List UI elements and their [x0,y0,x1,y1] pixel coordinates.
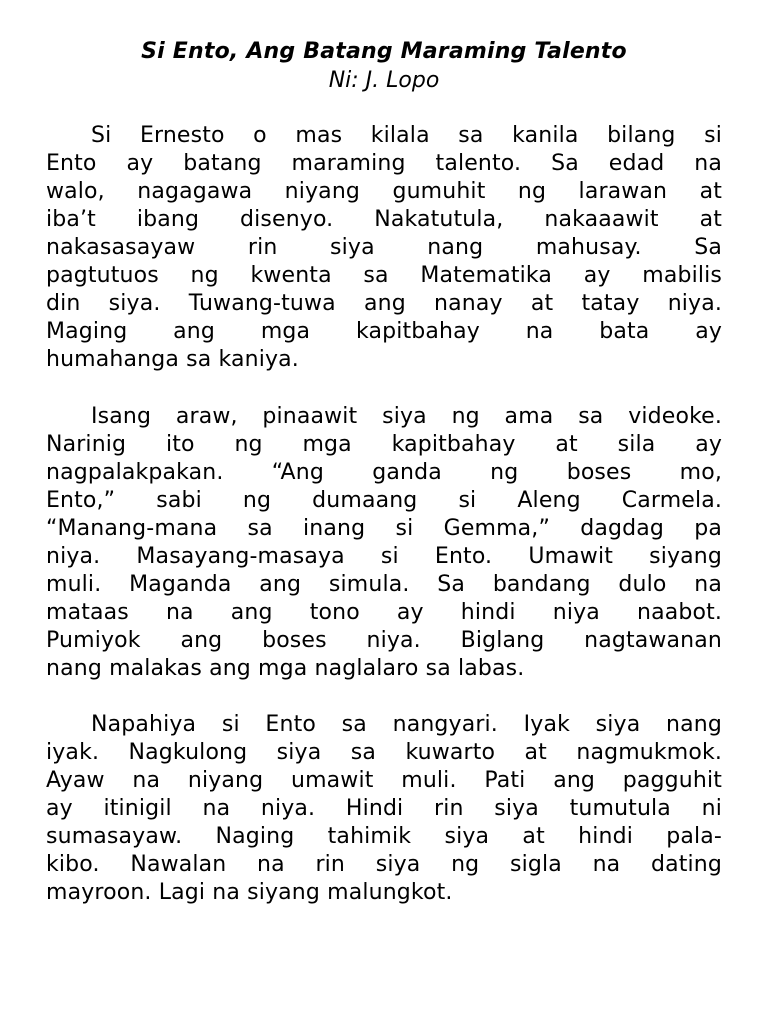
paragraph-2 [46,403,722,683]
text-line: Ento,” sabi ng dumaang si Aleng Carmela. [46,488,722,513]
text-line: Narinig ito ng mga kapitbahay at sila ay [46,432,722,457]
text-line: mayroon. Lagi na siyang malungkot. [46,880,453,905]
text-line: Ento ay batang maraming talento. Sa edad na [46,151,722,176]
text-line: Pumiyok ang boses niya. Biglang nagtawanan [46,628,722,653]
story-author: Ni: J. Lopo [328,68,440,93]
text-line: iyak. Nagkulong siya sa kuwarto at nagmukmok. [46,740,722,765]
text-line: Maging ang mga kapitbahay na bata ay [46,319,722,344]
text-line: Isang araw, pinaawit siya ng ama sa videoke. [91,404,722,429]
text-line: Si Ernesto o mas kilala sa kanila bilang si [91,123,722,148]
text-line: Napahiya si Ento sa nangyari. Iyak siya nang [91,712,722,737]
text-line: sumasayaw. Naging tahimik siya at hindi pala- [46,824,722,849]
text-line: Ayaw na niyang umawit muli. Pati ang pagguhit [46,768,722,793]
text-line: nang malakas ang mga naglalaro sa labas. [46,656,525,681]
text-line: kibo. Nawalan na rin siya ng sigla na dating [46,852,722,877]
text-line: nakasasayaw rin siya nang mahusay. Sa [46,235,722,260]
text-line: mataas na ang tono ay hindi niya naabot. [46,600,722,625]
text-line: din siya. Tuwang-tuwa ang nanay at tatay niya. [46,291,722,316]
text-line: “Manang-mana sa inang si Gemma,” dagdag pa [46,516,722,541]
text-line: humahanga sa kaniya. [46,347,299,372]
text-line: walo, nagagawa niyang gumuhit ng larawan at [46,179,722,204]
text-line: iba’t ibang disenyo. Nakatutula, nakaaawit at [46,207,722,232]
text-line: nagpalakpakan. “Ang ganda ng boses mo, [46,460,722,485]
text-line: niya. Masayang-masaya si Ento. Umawit siyang [46,544,722,569]
story-title: Si Ento, Ang Batang Maraming Talento [141,39,627,64]
paragraph-1 [46,122,722,374]
paragraph-3 [46,711,722,907]
text-line: ay itinigil na niya. Hindi rin siya tumutula ni [46,796,722,821]
text-line: muli. Maganda ang simula. Sa bandang dulo na [46,572,722,597]
text-line: pagtutuos ng kwenta sa Matematika ay mabilis [46,263,722,288]
